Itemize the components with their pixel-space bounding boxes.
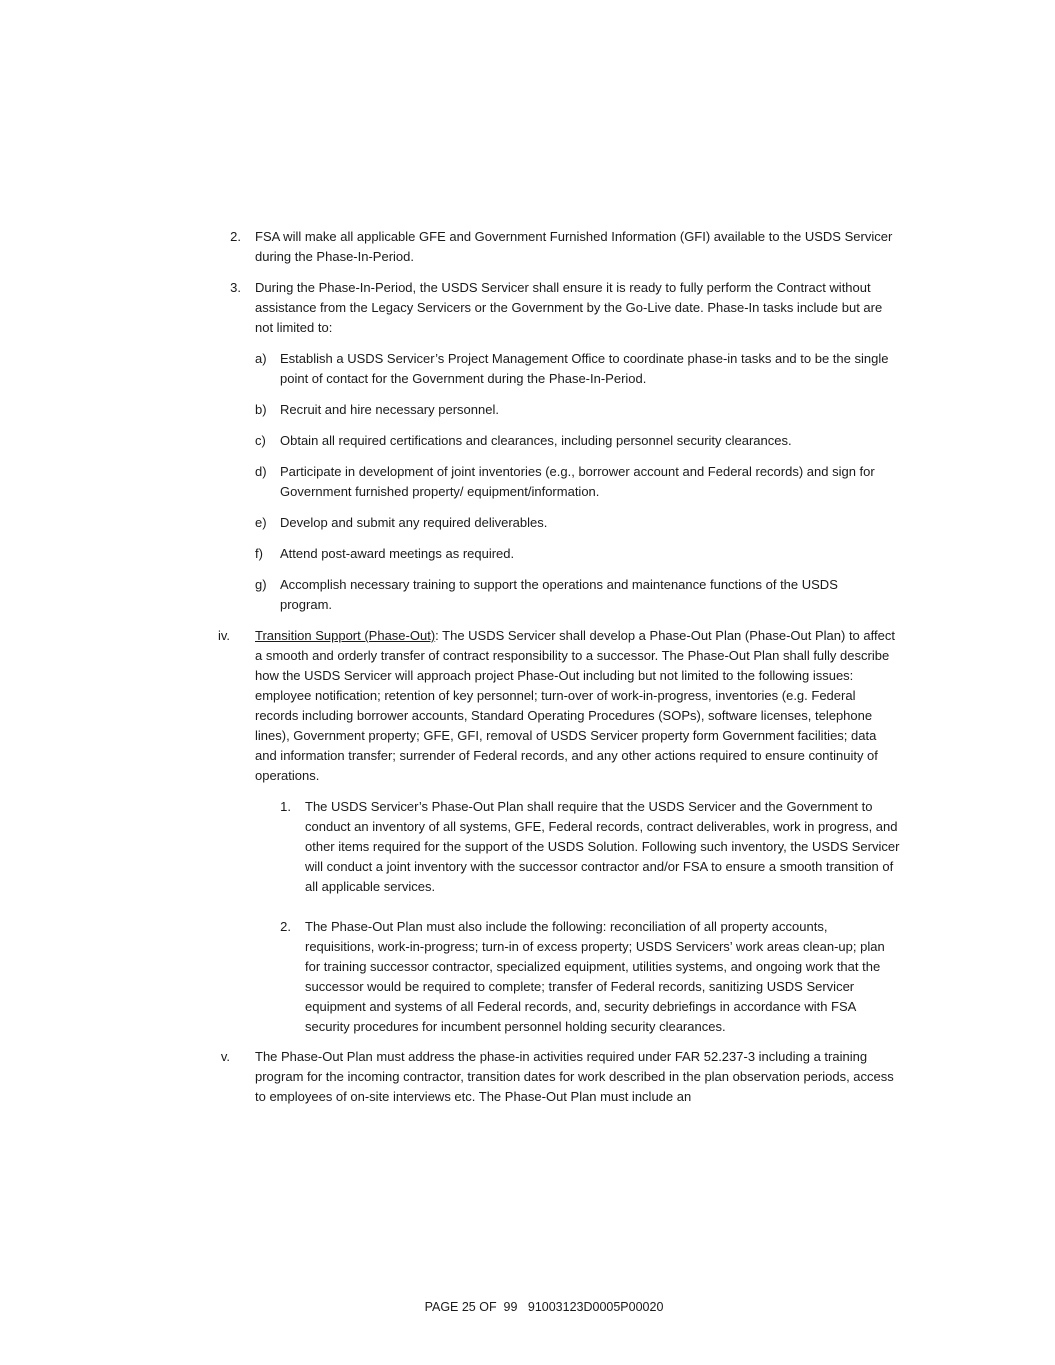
list-marker: e): [255, 515, 267, 530]
list-text: The Phase-Out Plan must address the phase-in activities required under FAR 52.237-3 including a training program for the incoming contractor, transition dates for work described in the plan observation periods, access to employees of on-site interviews etc. The Phase-Out Plan must include an: [255, 1049, 894, 1104]
list-marker: g): [255, 577, 267, 592]
list-marker: v.: [220, 1049, 230, 1064]
list-text: Establish a USDS Servicer’s Project Management Office to coordinate phase-in tasks and to be the single point of contact for the Government during the Phase-In-Period.: [280, 351, 889, 386]
list-marker: 2.: [230, 229, 241, 244]
list-text: FSA will make all applicable GFE and Government Furnished Information (GFI) available to the USDS Servicer during the Phase-In-Period.: [255, 229, 893, 264]
list-text: [255, 626, 895, 786]
list-text: Obtain all required certifications and clearances, including personnel security clearances.: [280, 433, 792, 448]
list-text: The USDS Servicer’s Phase-Out Plan shall require that the USDS Servicer and the Government to conduct an inventory of all systems, GFE, Federal records, contract deliverables, work in progress, and other items required for the support of the USDS Solution. Following such inventory, the USDS Servicer will conduct a joint inventory with the successor contractor and/or FSA to ensure a smooth transition of all applicable services.: [305, 799, 900, 894]
list-marker: d): [255, 464, 267, 479]
list-marker: iv.: [217, 628, 230, 643]
list-text: During the Phase-In-Period, the USDS Servicer shall ensure it is ready to fully perform the Contract without assistance from the Legacy Servicers or the Government by the Go-Live date. Phase-In tasks include but are not limited to:: [255, 280, 883, 335]
list-marker: c): [255, 433, 266, 448]
list-marker: b): [255, 402, 267, 417]
list-marker: 2.: [280, 919, 291, 934]
section-heading: Transition Support (Phase-Out): [255, 628, 436, 643]
list-marker: a): [255, 351, 267, 366]
list-text: The Phase-Out Plan must also include the following: reconciliation of all property accounts, requisitions, work-in-progress; turn-in of excess property; USDS Servicers’ work areas clean-up; plan for training successor contractor, specialized equipment, utilities systems, and ongoing work that the successor would be required to complete; transfer of Federal records, sanitizing USDS Servicer equipment and systems of all Federal records, and, security debriefings in accordance with FSA security procedures for incumbent personnel holding security clearances.: [305, 919, 885, 1034]
list-text: Accomplish necessary training to support the operations and maintenance functions of the USDS program.: [280, 577, 838, 612]
list-text: Attend post-award meetings as required.: [280, 546, 515, 561]
list-marker: f): [255, 546, 263, 561]
list-marker: 3.: [230, 280, 241, 295]
list-marker: 1.: [280, 799, 291, 814]
section-body: : The USDS Servicer shall develop a Phase-Out Plan (Phase-Out Plan) to affect a smooth and orderly transfer of contract responsibility to a successor. The Phase-Out Plan shall fully describe how the USDS Servicer will approach project Phase-Out including but not limited to the following issues: employee notification; retention of key personnel; turn-over of work-in-progress, inventories (e.g. Federal records including borrower accounts, Standard Operating Procedures (SOPs), software licenses, telephone lines), Government property; GFE, GFI, removal of USDS Servicer property form Government facilities; data and information transfer; surrender of Federal records, and any other actions required to ensure continuity of operations.: [255, 628, 895, 783]
list-text: Recruit and hire necessary personnel.: [280, 402, 499, 417]
list-text: Participate in development of joint inventories (e.g., borrower account and Federal records) and sign for Government furnished property/ equipment/information.: [280, 464, 875, 499]
list-text: Develop and submit any required deliverables.: [280, 515, 548, 530]
page-footer: PAGE 25 OF 99 91003123D0005P00020: [424, 1300, 664, 1314]
